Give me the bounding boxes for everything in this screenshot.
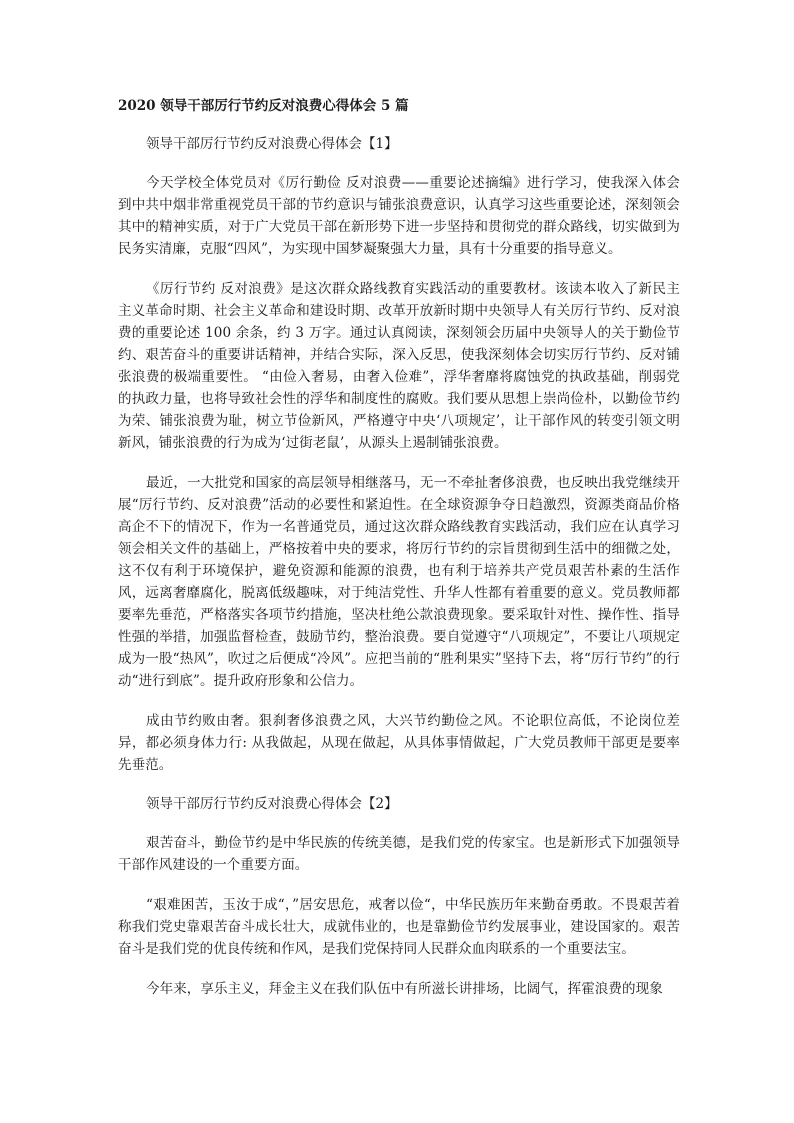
paragraph: 最近，一大批党和国家的高层领导相继落马，无一不牵扯奢侈浪费，也反映出我党继续开展“厉行节约、反对浪费”活动的必要性和紧迫性。在全球资源争夺日趋激烈，资源类商品价格高企不下的情况下，作为一名普通党员，通过这次群众路线教育实践活动，我们应在认真学习领会相关文件的基础上，严格按着中央的要求，将厉行节约的宗旨贯彻到生活中的细微之处，这不仅有利于环境保护，避免资源和能源的浪费，也有利于培养共产党员艰苦朴素的生活作风，远离奢靡腐化，脱离低级趣味，对于纯洁党性、升华人性都有着重要的意义。党员教师都要率先垂范，严格落实各项节约措施，坚决杜绝公款浪费现象。要采取针对性、操作性、指导性强的举措，加强监督检查，鼓励节约，整治浪费。要自觉遵守“八项规定”，不要让八项规定成为一股“热风”，吹过之后便成“冷风”。应把当前的“胜利果实”坚持下去，将“厉行节约”的行动“进行到底”。提升政府形象和公信力。 [118,475,680,689]
paragraph: 今天学校全体党员对《厉行勤俭 反对浪费——重要论述摘编》进行学习，使我深入体会到中共中烟非常重视党员干部的节约意识与铺张浪费意识，认真学习这些重要论述，深刻领会其中的精神实质，对于广大党员干部在新形势下进一步坚持和贯彻党的群众路线，切实做到为民务实清廉，克服“四风”，为实现中国梦凝聚强大力量，具有十分重要的指导意义。 [118,175,680,257]
section-heading: 领导干部厉行节约反对浪费心得体会【2】 [146,796,398,812]
paragraph: 《厉行节约 反对浪费》是这次群众路线教育实践活动的重要教材。该读本收入了新民主主义革命时期、社会主义革命和建设时期、改革开放新时期中央领导人有关厉行节约、反对浪费的重要论述 100 余条，约 3 万字。通过认真阅读，深刻领会历届中央领导人的关于勤俭节约、艰苦奋斗的重要讲话精神，并结合实际，深入反思，使我深刻体会切实厉行节约、反对铺张浪费的极端重要性。 “由俭入奢易，由奢入俭难”，浮华奢靡将腐蚀党的执政基础，削弱党的执政力量，也将导致社会性的浮华和制度性的腐败。我们要从思想上崇尚俭朴，以勤俭节约为荣、铺张浪费为耻，树立节俭新风，严格遵守中央‘八项规定’，让干部作风的转变引领文明新风，铺张浪费的行为成为‘过街老鼠’，从源头上遏制铺张浪费。 [118,281,680,451]
section-2 [118,794,680,1000]
paragraph: “艰难困苦，玉汝于成“，”居安思危，戒奢以俭“，中华民族历年来勤奋勇敢。不畏艰苦着称我们党史靠艰苦奋斗成长壮大，成就伟业的，也是靠勤俭节约发展事业，建设国家的。艰苦奋斗是我们党的优良传统和作风，是我们党保持同人民群众血肉联系的一个重要法宝。 [118,897,680,957]
document-title: 2020 领导干部厉行节约反对浪费心得体会 5 篇 [118,98,409,114]
paragraph: 艰苦奋斗，勤俭节约是中华民族的传统美德，是我们党的传家宝。也是新形式下加强领导干部作风建设的一个重要方面。 [118,835,680,873]
paragraph: 今年来，享乐主义，拜金主义在我们队伍中有所滋长讲排场，比阔气，挥霍浪费的现象 [146,981,663,997]
section-heading: 领导干部厉行节约反对浪费心得体会【1】 [146,136,398,152]
paragraph: 成由节约败由奢。狠刹奢侈浪费之风，大兴节约勤俭之风。不论职位高低，不论岗位差异，都必须身体力行: 从我做起，从现在做起，从具体事情做起，广大党员教师干部更是要率先垂范。 [118,713,680,773]
section-1 [118,134,680,776]
